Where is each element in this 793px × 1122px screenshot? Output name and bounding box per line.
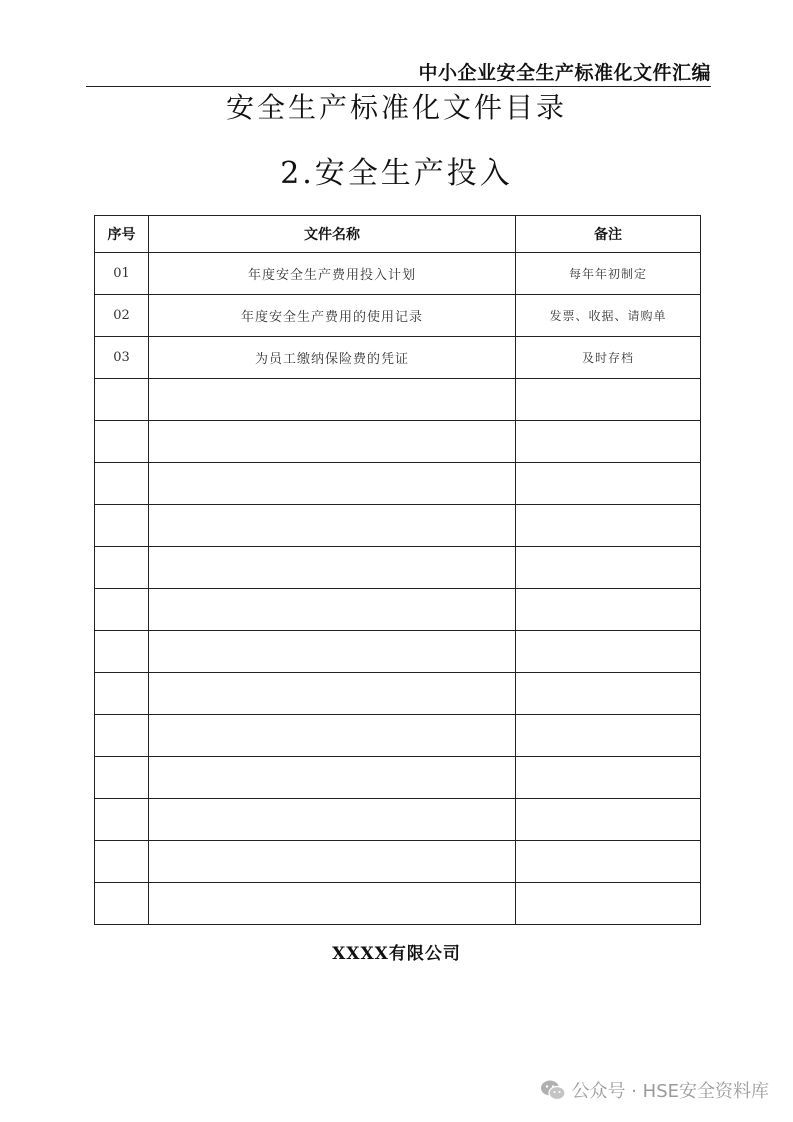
table-row (95, 463, 701, 505)
column-header-note: 备注 (516, 216, 701, 253)
cell-note (516, 841, 701, 883)
cell-note (516, 799, 701, 841)
watermark (540, 1076, 770, 1104)
cell-note (516, 589, 701, 631)
cell-file-name (149, 379, 516, 421)
cell-number (95, 673, 149, 715)
cell-number: 02 (95, 295, 149, 337)
table-row (95, 715, 701, 757)
cell-file-name (149, 673, 516, 715)
watermark-text: 公众号 · HSE安全资料库 (571, 1081, 769, 1102)
cell-file-name (149, 715, 516, 757)
file-list-table (94, 215, 701, 925)
cell-file-name (149, 757, 516, 799)
cell-number: 03 (95, 337, 149, 379)
cell-note (516, 463, 701, 505)
column-header-file-name: 文件名称 (149, 216, 516, 253)
table-header-row (95, 216, 701, 253)
cell-number (95, 421, 149, 463)
table-row (95, 547, 701, 589)
page-header (86, 56, 711, 87)
table-row (95, 841, 701, 883)
cell-file-name (149, 463, 516, 505)
cell-note (516, 379, 701, 421)
cell-number (95, 799, 149, 841)
table-row (95, 421, 701, 463)
cell-number (95, 757, 149, 799)
table-body (95, 253, 701, 925)
cell-file-name (149, 505, 516, 547)
cell-note (516, 547, 701, 589)
cell-file-name (149, 589, 516, 631)
table-row (95, 589, 701, 631)
cell-note: 每年年初制定 (516, 253, 701, 295)
header-title: 中小企业安全生产标准化文件汇编 (418, 62, 711, 84)
cell-number: 01 (95, 253, 149, 295)
cell-note: 发票、收据、请购单 (516, 295, 701, 337)
cell-number (95, 715, 149, 757)
cell-number (95, 505, 149, 547)
table-row (95, 883, 701, 925)
table-row (95, 253, 701, 295)
table-row (95, 673, 701, 715)
cell-file-name (149, 799, 516, 841)
cell-note (516, 631, 701, 673)
cell-file-name: 年度安全生产费用的使用记录 (149, 295, 516, 337)
table-row (95, 337, 701, 379)
cell-number (95, 841, 149, 883)
column-header-number: 序号 (95, 216, 149, 253)
cell-file-name (149, 631, 516, 673)
cell-file-name (149, 841, 516, 883)
cell-number (95, 379, 149, 421)
table-row (95, 757, 701, 799)
cell-note (516, 757, 701, 799)
cell-note (516, 505, 701, 547)
cell-file-name: 年度安全生产费用投入计划 (149, 253, 516, 295)
company-name: XXXX有限公司 (332, 944, 461, 964)
cell-file-name (149, 421, 516, 463)
section-title: 2.安全生产投入 (280, 156, 513, 191)
cell-file-name: 为员工缴纳保险费的凭证 (149, 337, 516, 379)
cell-number (95, 631, 149, 673)
cell-number (95, 883, 149, 925)
cell-note (516, 715, 701, 757)
cell-file-name (149, 547, 516, 589)
cell-number (95, 589, 149, 631)
cell-note (516, 883, 701, 925)
table-row (95, 295, 701, 337)
cell-note: 及时存档 (516, 337, 701, 379)
cell-number (95, 547, 149, 589)
table-row (95, 505, 701, 547)
document-title: 安全生产标准化文件目录 (225, 91, 567, 124)
table-row (95, 799, 701, 841)
cell-file-name (149, 883, 516, 925)
cell-note (516, 421, 701, 463)
table-row (95, 631, 701, 673)
cell-number (95, 463, 149, 505)
wechat-icon (540, 1079, 566, 1101)
table-row (95, 379, 701, 421)
cell-note (516, 673, 701, 715)
